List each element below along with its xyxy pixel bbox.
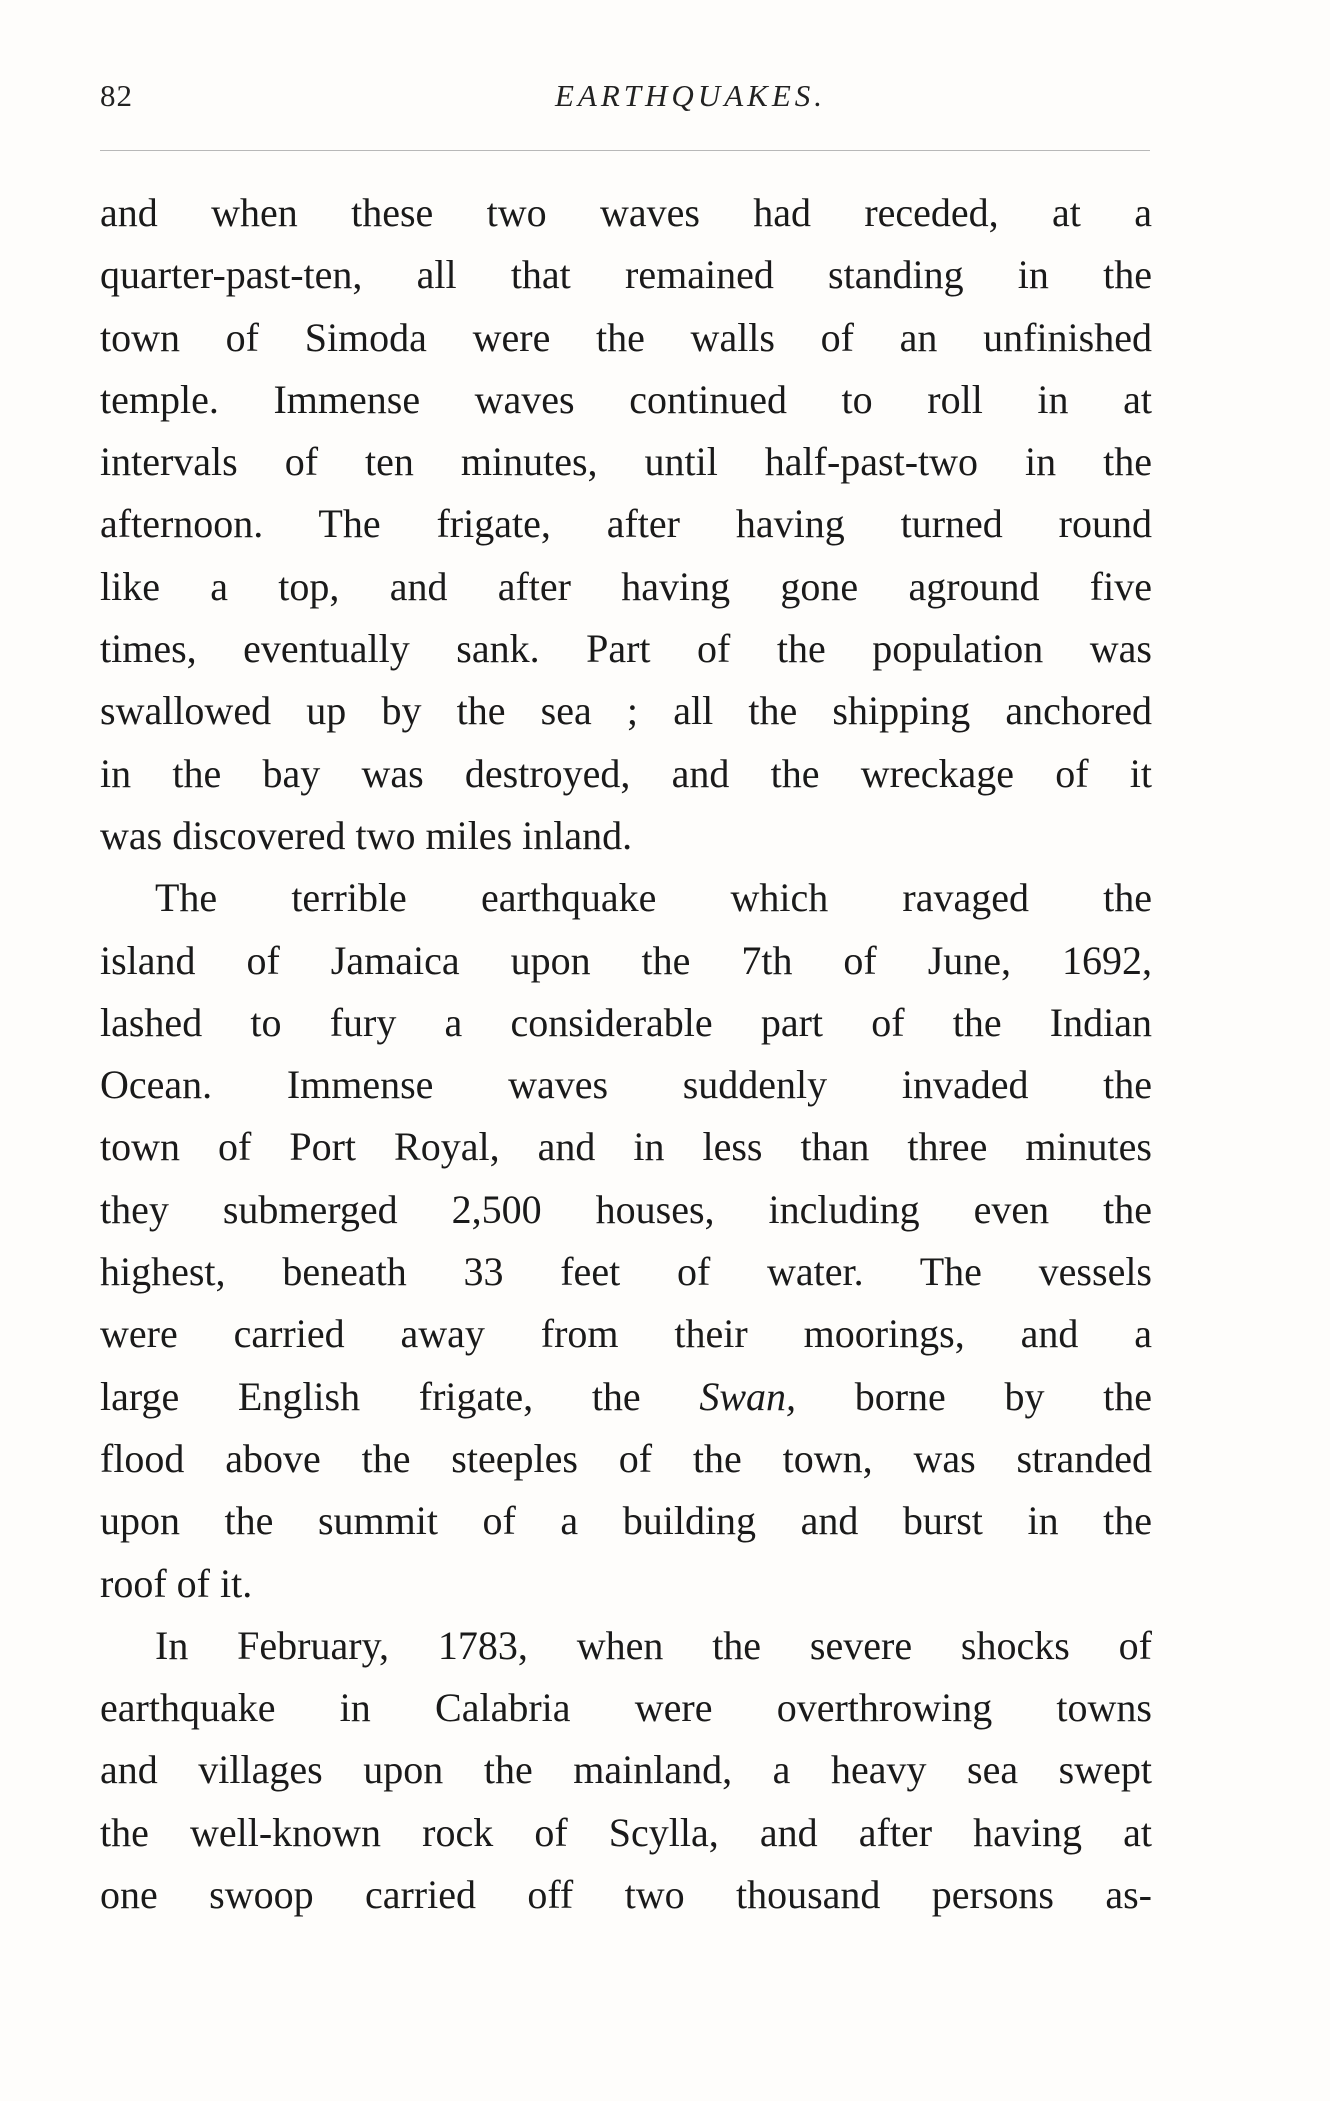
paragraph-2	[100, 867, 1152, 1615]
text-line: swallowed up by the sea ; all the shipping anchored	[100, 688, 1152, 734]
text-line: were carried away from their moorings, and a	[100, 1311, 1152, 1357]
text-line: and when these two waves had receded, at a	[100, 190, 1152, 235]
text-line: upon the summit of a building and burst in the	[100, 1498, 1152, 1544]
text-line: and villages upon the mainland, a heavy sea swept	[100, 1747, 1152, 1793]
running-head	[100, 78, 1150, 118]
text-line: afternoon. The frigate, after having turned round	[100, 501, 1152, 547]
text-fragment: large English frigate, the	[100, 1373, 700, 1419]
text-line: lashed to fury a considerable part of the Indian	[100, 999, 1152, 1045]
text-line: temple. Immense waves continued to roll in at	[100, 376, 1152, 422]
text-line: In February, 1783, when the severe shocks of	[155, 1622, 1152, 1668]
text-line: the well-known rock of Scylla, and after having at	[100, 1809, 1152, 1855]
text-line: Ocean. Immense waves suddenly invaded the	[100, 1062, 1152, 1108]
text-line: island of Jamaica upon the 7th of June, 1692,	[100, 937, 1152, 983]
text-line: flood above the steeples of the town, was stranded	[100, 1435, 1152, 1481]
page-number: 82	[100, 78, 133, 113]
text-line: highest, beneath 33 feet of water. The vessels	[100, 1249, 1152, 1295]
paragraph-3	[100, 1615, 1152, 1926]
text-line: roof of it.	[100, 1560, 253, 1606]
paragraph-1	[100, 182, 1152, 867]
text-line: earthquake in Calabria were overthrowing towns	[100, 1685, 1152, 1731]
text-line: was discovered two miles inland.	[100, 812, 633, 858]
text-line: they submerged 2,500 houses, including even the	[100, 1186, 1152, 1232]
text-fragment: borne by the	[796, 1373, 1152, 1419]
header-rule	[100, 150, 1150, 151]
text-line: one swoop carried off two thousand persons as-	[100, 1872, 1152, 1918]
text-line: times, eventually sank. Part of the population was	[100, 626, 1152, 672]
text-line: like a top, and after having gone aground five	[100, 563, 1152, 609]
ship-name: Swan,	[699, 1373, 797, 1419]
text-line: town of Port Royal, and in less than three minutes	[100, 1124, 1152, 1170]
text-line: intervals of ten minutes, until half-past-two in the	[100, 439, 1152, 485]
running-title: EARTHQUAKES.	[555, 78, 827, 113]
text-line	[100, 1366, 1152, 1428]
text-line: The terrible earthquake which ravaged the	[155, 875, 1152, 921]
text-line: in the bay was destroyed, and the wreckage of it	[100, 750, 1152, 796]
text-line: quarter-past-ten, all that remained standing in the	[100, 252, 1152, 298]
text-line: town of Simoda were the walls of an unfinished	[100, 314, 1152, 360]
body-text	[100, 182, 1152, 1926]
